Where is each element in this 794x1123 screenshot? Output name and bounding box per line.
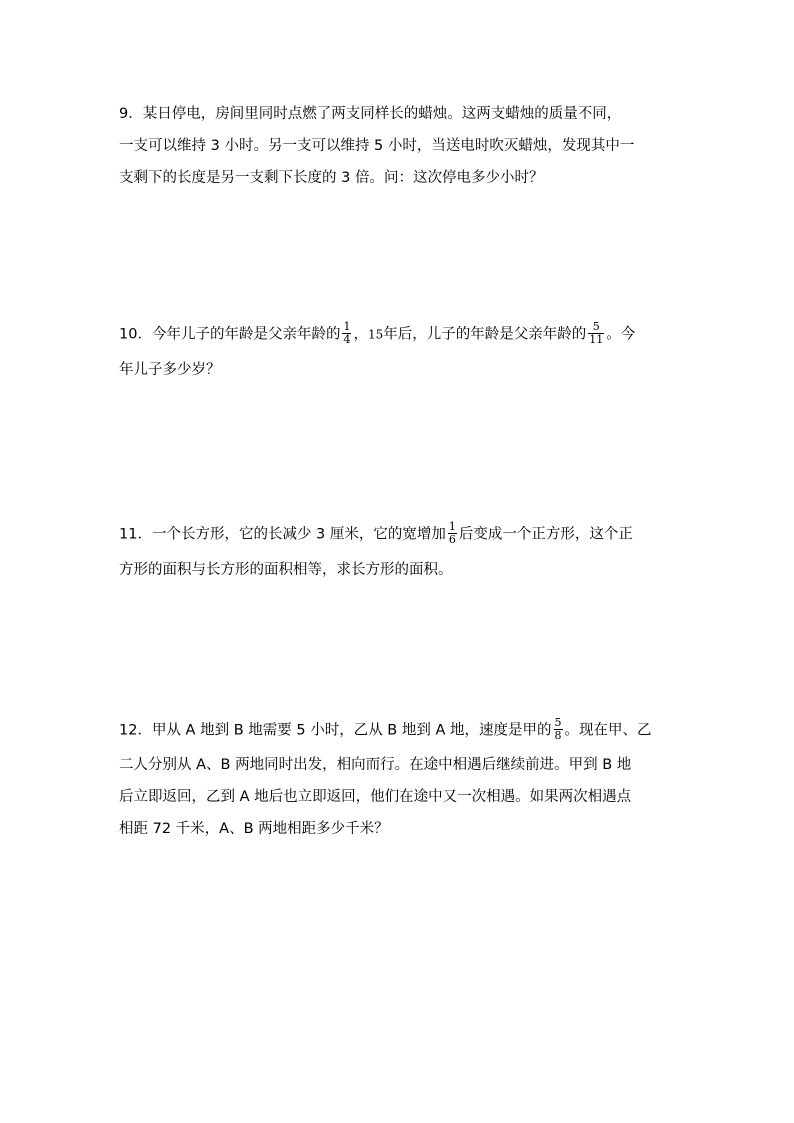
problem-11-text-a: 11．一个长方形，它的长减少 3 厘米，它的宽增加: [119, 526, 446, 543]
fraction-five-elevenths: [588, 321, 604, 346]
problem-10-line-1: [119, 322, 635, 347]
problem-12-line-4: 相距 72 千米，A、B 两地相距多少千米？: [119, 821, 389, 837]
problem-10-line-2: 年儿子多少岁？: [119, 362, 221, 378]
problem-12-line-2: 二人分别从 A、B 两地同时出发，相向而行。在途中相遇后继续前进。甲到 B 地: [119, 757, 632, 773]
problem-11-line-1: [119, 522, 633, 547]
fraction-denominator: 6: [448, 533, 456, 546]
fraction-numerator: 1: [343, 320, 351, 333]
problem-9-line-2: 一支可以维持 3 小时。另一支可以维持 5 小时，当送电时吹灭蜡烛，发现其中一: [119, 138, 635, 154]
fraction-numerator: 5: [588, 321, 604, 334]
problem-10-text-c: 年后，儿子的年龄是父亲年龄的: [383, 326, 587, 343]
problem-12-line-3: 后立即返回，乙到 A 地后也立即返回，他们在途中又一次相遇。如果两次相遇点: [119, 789, 632, 805]
problem-10-number-15: 15: [367, 327, 384, 342]
problem-11-line-2: 方形的面积与长方形的面积相等，求长方形的面积。: [119, 562, 453, 578]
problem-12-text-b: 。现在甲、乙: [564, 722, 652, 739]
fraction-numerator: 1: [448, 520, 456, 533]
fraction-numerator: 5: [554, 716, 562, 729]
problem-10-text-d: 。今: [606, 326, 636, 343]
problem-10-text-a: 10．今年儿子的年龄是父亲年龄的: [119, 326, 341, 343]
fraction-denominator: 8: [554, 729, 562, 742]
fraction-denominator: 4: [343, 333, 351, 346]
fraction-denominator: 11: [589, 333, 604, 346]
problem-10-text-b: ，: [353, 326, 368, 343]
problem-12-text-a: 12．甲从 A 地到 B 地需要 5 小时，乙从 B 地到 A 地，速度是甲的: [119, 722, 552, 739]
problem-9-line-1: 9．某日停电，房间里同时点燃了两支同样长的蜡烛。这两支蜡烛的质量不同，: [119, 106, 622, 122]
problem-12-line-1: [119, 718, 652, 743]
problem-9-line-3: 支剩下的长度是另一支剩下长度的 3 倍。问：这次停电多少小时？: [119, 170, 544, 186]
fraction-one-sixth: [448, 521, 457, 546]
problem-11-text-b: 后变成一个正方形，这个正: [458, 526, 633, 543]
fraction-five-eighths: [554, 717, 563, 742]
fraction-one-quarter: [342, 321, 351, 346]
